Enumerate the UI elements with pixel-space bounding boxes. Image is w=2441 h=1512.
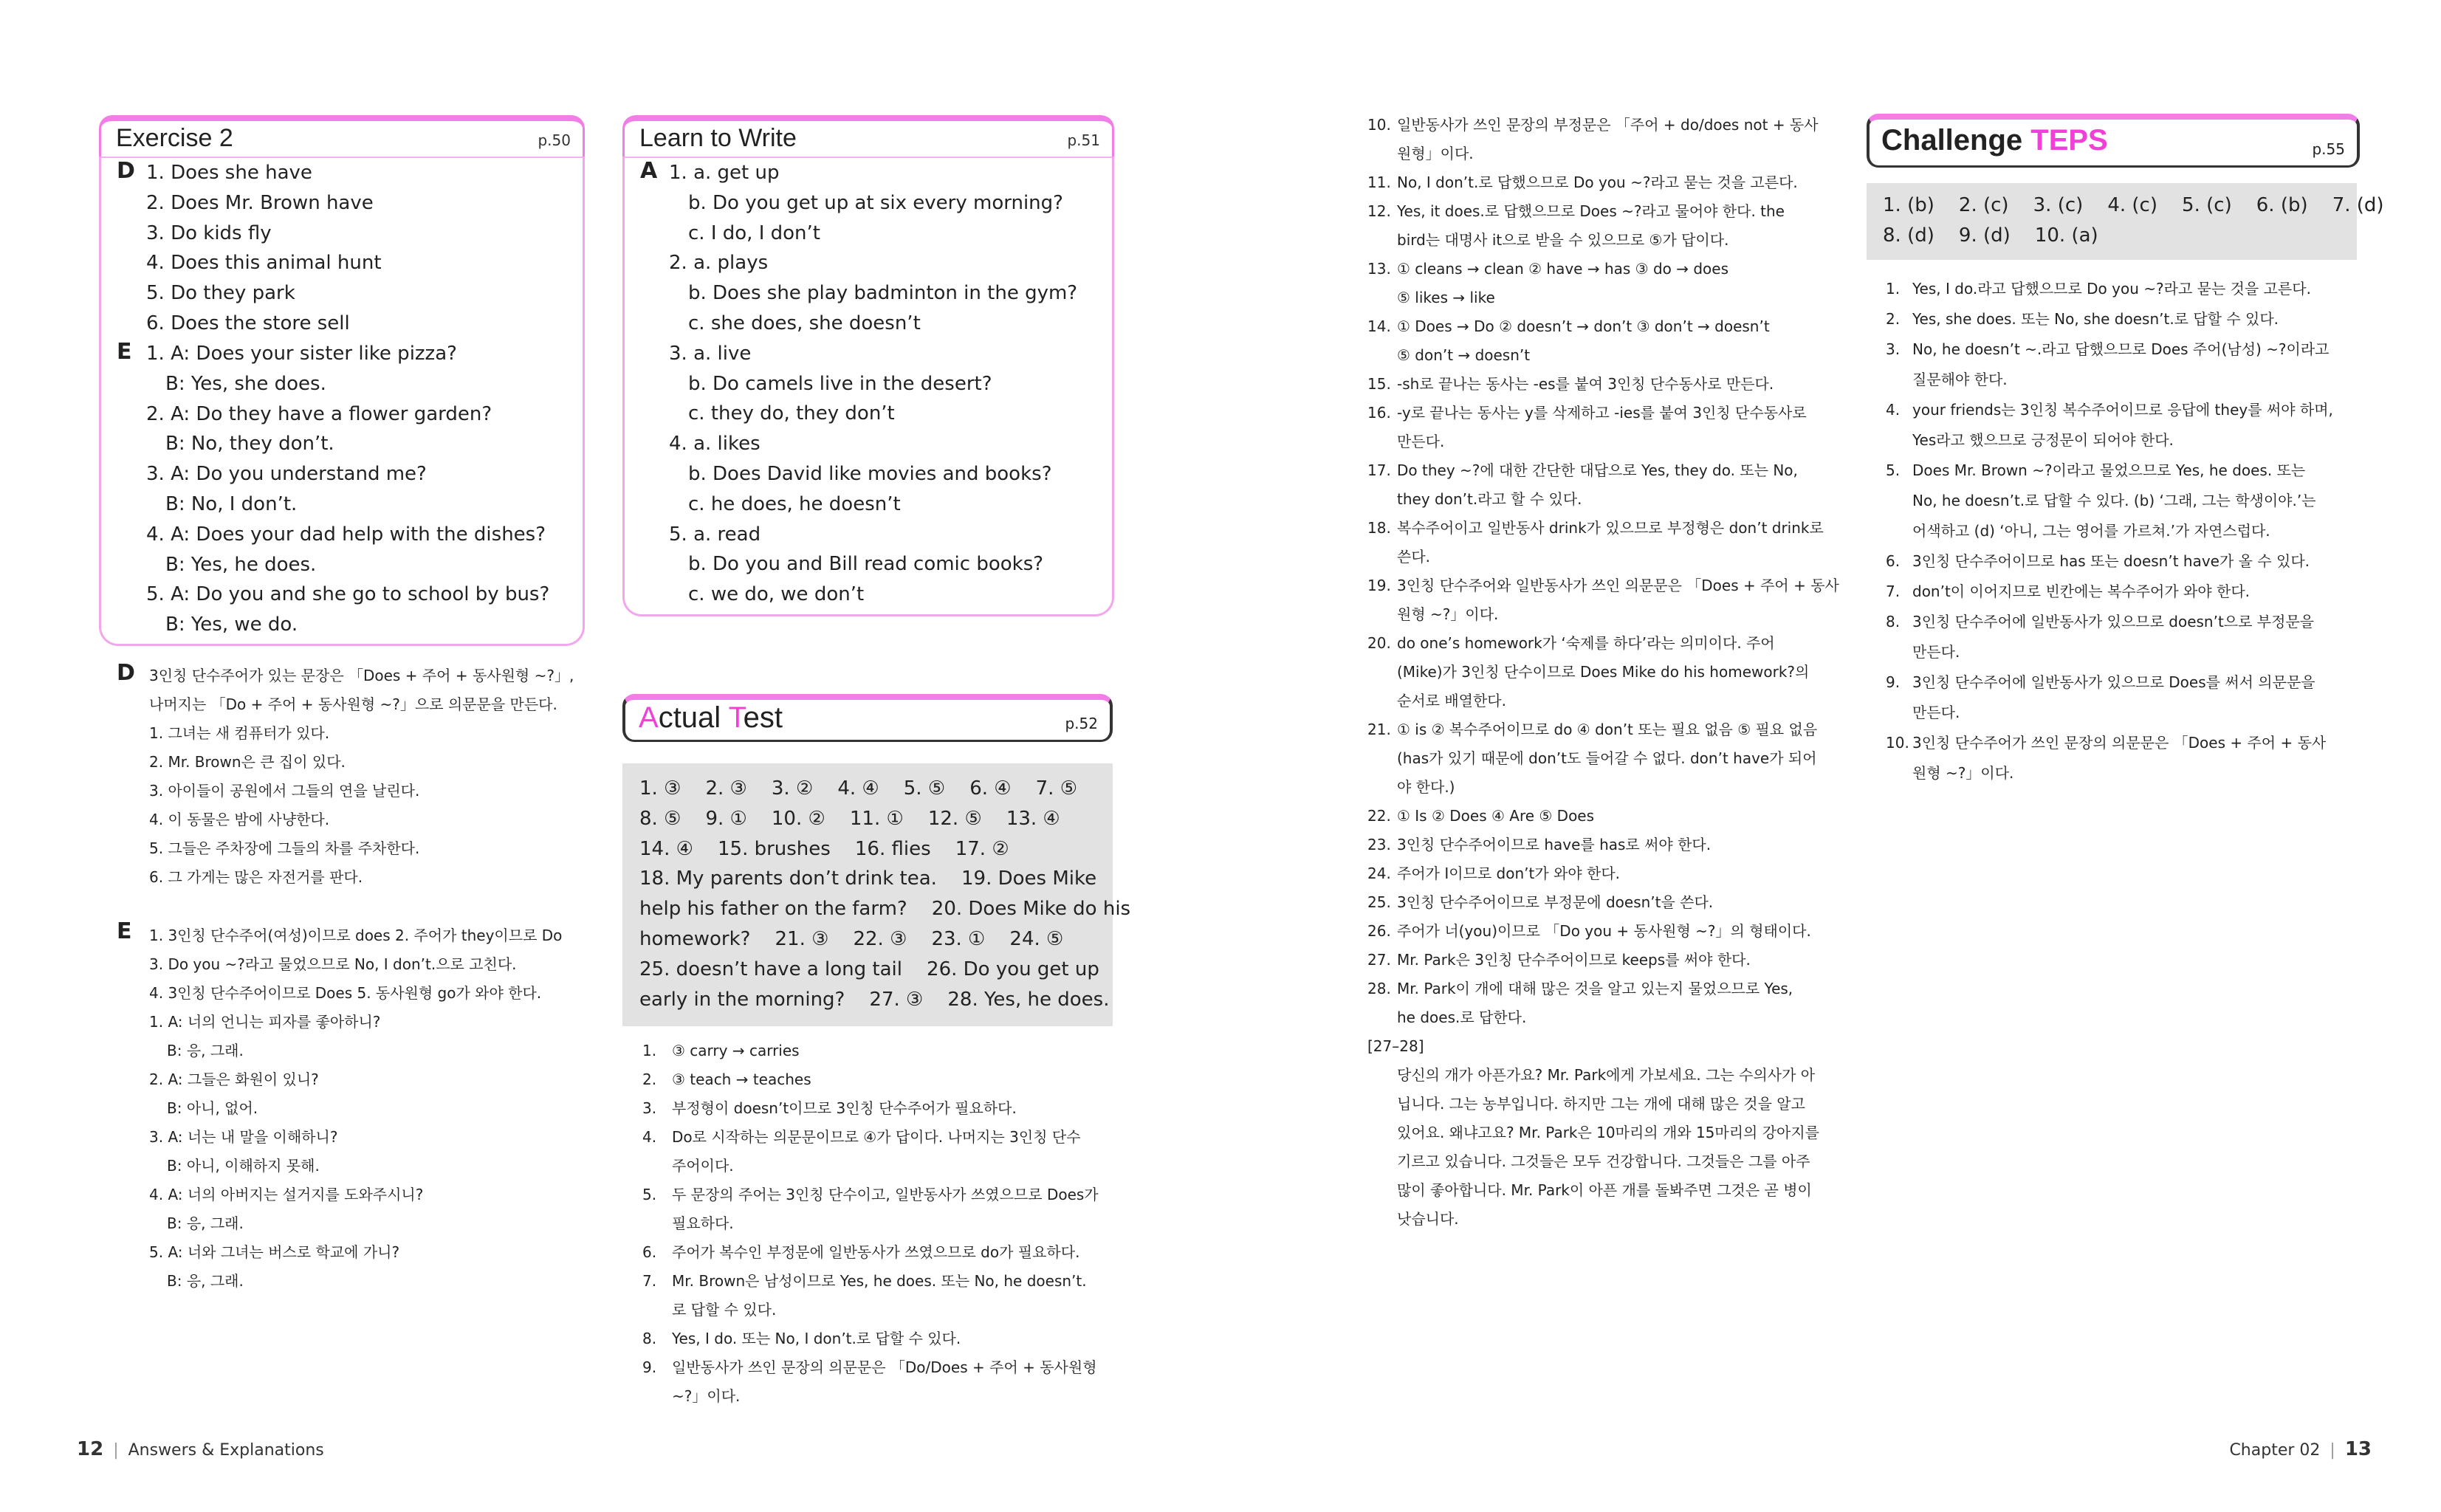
list-item: c. she does, she doesn’t: [688, 312, 921, 334]
text-line: 4. 3인칭 단수주어이므로 Does 5. 동사원형 go가 와야 한다.: [149, 984, 542, 1002]
answer-line: 1. ③ 2. ③ 3. ② 4. ④ 5. ⑤ 6. ④ 7. ⑤: [639, 777, 1078, 800]
expl-num: 1.: [642, 1042, 657, 1059]
passage-line: 많이 좋아합니다. Mr. Park이 아픈 개를 돌봐주면 그것은 곧 병이: [1397, 1181, 1812, 1199]
expl-text: No, he doesn’t.로 답할 수 있다. (b) ‘그래, 그는 학생이야.’는: [1912, 492, 2316, 509]
expl-text: 부정형이 doesn’t이므로 3인칭 단수주어가 필요하다.: [672, 1099, 1017, 1117]
expl-text: 3인칭 단수주어에 일반동사가 있으므로 Does를 써서 의문문을: [1912, 673, 2315, 691]
text-line: B: 응, 그래.: [167, 1272, 244, 1290]
expl-text: -y로 끝나는 동사는 y를 삭제하고 -ies를 붙여 3인칭 단수동사로: [1397, 404, 1807, 422]
expl-text: 3인칭 단수주어이므로 has 또는 doesn’t have가 올 수 있다.: [1912, 552, 2310, 570]
expl-num: 20.: [1367, 634, 1391, 652]
expl-text: (Mike)가 3인칭 단수이므로 Does Mike do his homework?의: [1397, 663, 1810, 681]
text-line: 3. Do you ~?라고 물었으므로 No, I don’t.으로 고친다.: [149, 955, 517, 973]
list-item: 5. Do they park: [146, 282, 295, 305]
expl-text: 3인칭 단수주어와 일반동사가 쓰인 의문문은 「Does + 주어 + 동사: [1397, 577, 1839, 594]
expl-num: 13.: [1367, 260, 1391, 278]
footer-right: [2229, 1438, 2372, 1460]
expl-num: 27.: [1367, 951, 1391, 969]
exercise2-e-label: E: [117, 339, 132, 365]
exercise2-d-label: D: [117, 158, 135, 184]
list-item: b. Does David like movies and books?: [688, 463, 1052, 485]
expl-text: ③ teach → teaches: [672, 1071, 811, 1088]
expl-num: 1.: [1886, 280, 1901, 298]
teps-header: [1867, 114, 2360, 168]
expl-text: your friends는 3인칭 복수주어이므로 응답에 they를 써야 하며,: [1912, 401, 2333, 419]
actual-test-title: Actual Test: [639, 701, 783, 734]
expl-text: -sh로 끝나는 동사는 -es를 붙여 3인칭 단수동사로 만든다.: [1397, 375, 1774, 393]
list-item: 3. A: Do you understand me?: [146, 463, 427, 486]
expl-num: 4.: [1886, 401, 1901, 419]
text-line: 3인칭 단수주어가 있는 문장은 「Does + 주어 + 동사원형 ~?」,: [149, 667, 574, 684]
list-item: c. we do, we don’t: [688, 583, 865, 606]
expl-text: Mr. Brown은 남성이므로 Yes, he does. 또는 No, he doesn’t.: [672, 1272, 1087, 1290]
exercise2-title: Exercise 2: [116, 124, 233, 152]
expl-text: 주어이다.: [672, 1157, 734, 1175]
text-line: 1. A: 너의 언니는 피자를 좋아하니?: [149, 1013, 381, 1031]
e-expl-label: E: [117, 918, 132, 944]
expl-text: ① Does → Do ② doesn’t → don’t ③ don’t → doesn’t: [1397, 317, 1770, 335]
text-line: 4. 이 동물은 밤에 사냥한다.: [149, 811, 330, 828]
list-item: 3. a. live: [669, 342, 752, 365]
answer-line: 1. (b) 2. (c) 3. (c) 4. (c) 5. (c) 6. (b) 7. (d): [1883, 194, 2384, 216]
text-line: B: 응, 그래.: [167, 1042, 244, 1059]
list-item: b. Do camels live in the desert?: [688, 372, 992, 395]
expl-text: 질문해야 한다.: [1912, 371, 2008, 388]
expl-text: 일반동사가 쓰인 문장의 의문문은 「Do/Does + 주어 + 동사원형: [672, 1358, 1097, 1376]
expl-num: 8.: [642, 1330, 657, 1347]
learn-title: Learn to Write: [639, 124, 797, 152]
text-line: 5. A: 너와 그녀는 버스로 학교에 가니?: [149, 1243, 400, 1261]
expl-text: don’t이 이어지므로 빈칸에는 복수주어가 와야 한다.: [1912, 583, 2251, 600]
expl-num: 28.: [1367, 980, 1391, 997]
expl-text: 3인칭 단수주어에 일반동사가 있으므로 doesn’t으로 부정문을: [1912, 613, 2315, 630]
expl-text: 주어가 복수인 부정문에 일반동사가 쓰였으므로 do가 필요하다.: [672, 1243, 1080, 1261]
expl-num: 5.: [642, 1186, 657, 1203]
list-item: b. Do you and Bill read comic books?: [688, 553, 1044, 576]
expl-text: 필요하다.: [672, 1214, 734, 1232]
footer-right-text: Chapter 02: [2229, 1441, 2321, 1460]
expl-text: Do로 시작하는 의문문이므로 ④가 답이다. 나머지는 3인칭 단수: [672, 1128, 1081, 1146]
expl-text: 로 답할 수 있다.: [672, 1301, 777, 1319]
list-item: 4. A: Does your dad help with the dishes?: [146, 523, 546, 546]
answer-line: 8. (d) 9. (d) 10. (a): [1883, 224, 2098, 247]
text-line: B: 응, 그래.: [167, 1214, 244, 1232]
expl-text: 3인칭 단수주어이므로 부정문에 doesn’t을 쓴다.: [1397, 893, 1714, 911]
expl-text: Yes, she does. 또는 No, she doesn’t.로 답할 수 있다.: [1912, 310, 2279, 328]
expl-text: ~?」이다.: [672, 1387, 741, 1405]
expl-num: 5.: [1886, 461, 1901, 479]
expl-num: 10.: [1886, 734, 1909, 752]
expl-text: Mr. Park이 개에 대해 많은 것을 알고 있는지 물었으므로 Yes,: [1397, 980, 1793, 997]
expl-text: 만든다.: [1912, 704, 1960, 721]
expl-text: 3인칭 단수주어이므로 have를 has로 써야 한다.: [1397, 836, 1712, 853]
expl-num: 15.: [1367, 375, 1391, 393]
expl-text: No, I don’t.로 답했으므로 Do you ~?라고 묻는 것을 고른다.: [1397, 173, 1798, 191]
expl-text: Yes, I do. 또는 No, I don’t.로 답할 수 있다.: [672, 1330, 961, 1347]
list-item: b. Does she play badminton in the gym?: [688, 282, 1078, 305]
expl-text: Yes라고 했으므로 긍정문이 되어야 한다.: [1912, 431, 2174, 449]
expl-num: 9.: [642, 1358, 657, 1376]
expl-text: they don’t.라고 할 수 있다.: [1397, 490, 1582, 508]
list-item: 2. A: Do they have a flower garden?: [146, 402, 492, 425]
expl-text: No, he doesn’t ~.라고 답했으므로 Does 주어(남성) ~?이라고: [1912, 340, 2330, 358]
footer-left-text: Answers & Explanations: [128, 1441, 324, 1460]
expl-text: 쓴다.: [1397, 548, 1430, 566]
expl-text: 순서로 배열한다.: [1397, 692, 1506, 709]
expl-text: 원형」이다.: [1397, 145, 1474, 162]
expl-num: 7.: [642, 1272, 657, 1290]
list-item: c. he does, he doesn’t: [688, 492, 901, 515]
list-item: 2. Does Mr. Brown have: [146, 191, 374, 214]
answer-line: 14. ④ 15. brushes 16. flies 17. ②: [639, 837, 1009, 860]
list-item: 5. A: Do you and she go to school by bus?: [146, 583, 550, 606]
expl-text: 만든다.: [1397, 433, 1445, 450]
passage-line: 있어요. 왜냐고요? Mr. Park은 10마리의 개와 15마리의 강아지를: [1397, 1124, 1819, 1141]
exercise2-page: p.50: [538, 131, 571, 149]
expl-text: 야 한다.): [1397, 778, 1455, 796]
text-line: 1. 3인칭 단수주어(여성)이므로 does 2. 주어가 they이므로 Do: [149, 927, 563, 944]
list-item: B: No, I don’t.: [165, 493, 298, 515]
expl-text: 주어가 너(you)이므로 「Do you + 동사원형 ~?」의 형태이다.: [1397, 922, 1811, 940]
text-line: 나머지는 「Do + 주어 + 동사원형 ~?」으로 의문문을 만든다.: [149, 695, 557, 713]
text-line: 5. 그들은 주차장에 그들의 차를 주차한다.: [149, 839, 420, 857]
teps-page: p.55: [2312, 140, 2345, 158]
expl-num: 6.: [1886, 552, 1901, 570]
expl-num: 8.: [1886, 613, 1901, 630]
passage-line: 닙니다. 그는 농부입니다. 하지만 그는 개에 대해 많은 것을 알고: [1397, 1095, 1805, 1113]
expl-text: Yes, it does.로 답했으므로 Does ~?라고 물어야 한다. the: [1397, 202, 1785, 220]
expl-num: 22.: [1367, 807, 1391, 825]
list-item: B: Yes, we do.: [165, 614, 298, 636]
expl-num: 4.: [642, 1128, 657, 1146]
expl-text: Do they ~?에 대한 간단한 대답으로 Yes, they do. 또는 No,: [1397, 461, 1798, 479]
expl-text: ① Is ② Does ④ Are ⑤ Does: [1397, 807, 1595, 825]
exercise2-header: [99, 115, 585, 158]
expl-num: 26.: [1367, 922, 1391, 940]
expl-num: 2.: [642, 1071, 657, 1088]
answer-line: early in the morning? 27. ③ 28. Yes, he does.: [639, 988, 1110, 1011]
answer-line: help his father on the farm? 20. Does Mike do his: [639, 898, 1131, 921]
expl-num: 18.: [1367, 519, 1391, 537]
expl-text: 주어가 I이므로 don’t가 와야 한다.: [1397, 865, 1621, 882]
list-item: b. Do you get up at six every morning?: [688, 191, 1063, 214]
expl-text: do one’s homework가 ‘숙제를 하다’라는 의미이다. 주어: [1397, 634, 1775, 652]
expl-num: 12.: [1367, 202, 1391, 220]
expl-num: 24.: [1367, 865, 1391, 882]
expl-num: 3.: [642, 1099, 657, 1117]
expl-text: he does.로 답한다.: [1397, 1008, 1527, 1026]
expl-text: 원형 ~?」이다.: [1912, 764, 2014, 782]
text-line: B: 아니, 없어.: [167, 1099, 258, 1117]
list-item: B: Yes, he does.: [165, 553, 317, 576]
expl-num: 11.: [1367, 173, 1391, 191]
footer-divider: |: [113, 1441, 119, 1460]
actual-test-page: p.52: [1065, 715, 1098, 732]
expl-text: Yes, I do.라고 답했으므로 Do you ~?라고 묻는 것을 고른다.: [1912, 280, 2311, 298]
expl-num: 16.: [1367, 404, 1391, 422]
expl-text: ⑤ likes → like: [1397, 289, 1495, 306]
expl-num: 14.: [1367, 317, 1391, 335]
passage-line: 당신의 개가 아픈가요? Mr. Park에게 가보세요. 그는 수의사가 아: [1397, 1066, 1816, 1084]
list-item: 1. Does she have: [146, 162, 312, 184]
expl-text: ③ carry → carries: [672, 1042, 800, 1059]
expl-num: 19.: [1367, 577, 1391, 594]
list-item: 4. Does this animal hunt: [146, 252, 382, 275]
expl-text: 원형 ~?」이다.: [1397, 605, 1499, 623]
answer-line: 18. My parents don’t drink tea. 19. Does Mike: [639, 867, 1097, 890]
list-item: c. I do, I don’t: [688, 221, 820, 244]
range-label: [27–28]: [1367, 1037, 1424, 1055]
expl-num: 21.: [1367, 721, 1391, 738]
expl-num: 2.: [1886, 310, 1901, 328]
answer-line: homework? 21. ③ 22. ③ 23. ① 24. ⑤: [639, 928, 1064, 950]
list-item: 4. a. likes: [669, 433, 761, 456]
expl-text: 두 문장의 주어는 3인칭 단수이고, 일반동사가 쓰였으므로 Does가: [672, 1186, 1099, 1203]
actual-test-header: [622, 694, 1113, 742]
passage-line: 낫습니다.: [1397, 1210, 1459, 1228]
expl-text: Mr. Park은 3인칭 단수주어이므로 keeps를 써야 한다.: [1397, 951, 1751, 969]
footer-divider: |: [2330, 1441, 2335, 1460]
expl-text: Does Mr. Brown ~?이라고 물었으므로 Yes, he does. 또는: [1912, 461, 2306, 479]
expl-text: bird는 대명사 it으로 받을 수 있으므로 ⑤가 답이다.: [1397, 231, 1729, 249]
page-number-left: 12: [77, 1438, 104, 1460]
text-line: 2. Mr. Brown은 큰 집이 있다.: [149, 753, 346, 771]
expl-text: ⑤ don’t → doesn’t: [1397, 346, 1531, 364]
expl-num: 3.: [1886, 340, 1901, 358]
learn-header: [622, 115, 1114, 158]
expl-text: 복수주어이고 일반동사 drink가 있으므로 부정형은 don’t drink로: [1397, 519, 1824, 537]
text-line: 2. A: 그들은 화원이 있니?: [149, 1071, 319, 1088]
expl-num: 17.: [1367, 461, 1391, 479]
expl-text: ① is ② 복수주어이므로 do ④ don’t 또는 필요 없음 ⑤ 필요 없음: [1397, 721, 1818, 738]
expl-text: 만든다.: [1912, 643, 1960, 661]
list-item: B: Yes, she does.: [165, 372, 326, 395]
expl-text: (has가 있기 때문에 don’t도 들어갈 수 없다. don’t have가 되어: [1397, 749, 1817, 767]
list-item: 6. Does the store sell: [146, 312, 350, 334]
expl-num: 25.: [1367, 893, 1391, 911]
expl-num: 6.: [642, 1243, 657, 1261]
list-item: 3. Do kids fly: [146, 221, 272, 244]
teps-title: Challenge TEPS: [1881, 124, 2108, 157]
answer-line: 25. doesn’t have a long tail 26. Do you get up: [639, 958, 1099, 980]
expl-num: 7.: [1886, 583, 1901, 600]
passage-line: 기르고 있습니다. 그것들은 모두 건강합니다. 그것들은 그를 아주: [1397, 1152, 1810, 1170]
text-line: B: 아니, 이해하지 못해.: [167, 1157, 320, 1175]
list-item: c. they do, they don’t: [688, 402, 895, 425]
expl-num: 23.: [1367, 836, 1391, 853]
learn-a-label: A: [640, 158, 658, 184]
list-item: 1. a. get up: [669, 162, 780, 184]
list-item: 2. a. plays: [669, 252, 769, 275]
text-line: 3. A: 너는 내 말을 이해하니?: [149, 1128, 338, 1146]
text-line: 4. A: 너의 아버지는 설거지를 도와주시니?: [149, 1186, 424, 1203]
learn-page: p.51: [1067, 131, 1100, 149]
text-line: 3. 아이들이 공원에서 그들의 연을 날린다.: [149, 782, 420, 800]
page-number-right: 13: [2344, 1438, 2372, 1460]
list-item: 1. A: Does your sister like pizza?: [146, 343, 457, 365]
expl-num: 10.: [1367, 116, 1391, 134]
d-expl-label: D: [117, 660, 135, 686]
expl-text: ① cleans → clean ② have → has ③ do → does: [1397, 260, 1729, 278]
answer-line: 8. ⑤ 9. ① 10. ② 11. ① 12. ⑤ 13. ④: [639, 807, 1060, 830]
expl-num: 9.: [1886, 673, 1901, 691]
expl-text: 일반동사가 쓰인 문장의 부정문은 「주어 + do/does not + 동사: [1397, 116, 1819, 134]
text-line: 6. 그 가게는 많은 자전거를 판다.: [149, 868, 363, 886]
footer-left: [77, 1438, 324, 1460]
expl-text: 어색하고 (d) ‘아니, 그는 영어를 가르쳐.’가 자연스럽다.: [1912, 522, 2270, 540]
expl-text: 3인칭 단수주어가 쓰인 문장의 의문문은 「Does + 주어 + 동사: [1912, 734, 2327, 752]
list-item: 5. a. read: [669, 523, 761, 546]
list-item: B: No, they don’t.: [165, 433, 334, 456]
text-line: 1. 그녀는 새 컴퓨터가 있다.: [149, 724, 330, 742]
